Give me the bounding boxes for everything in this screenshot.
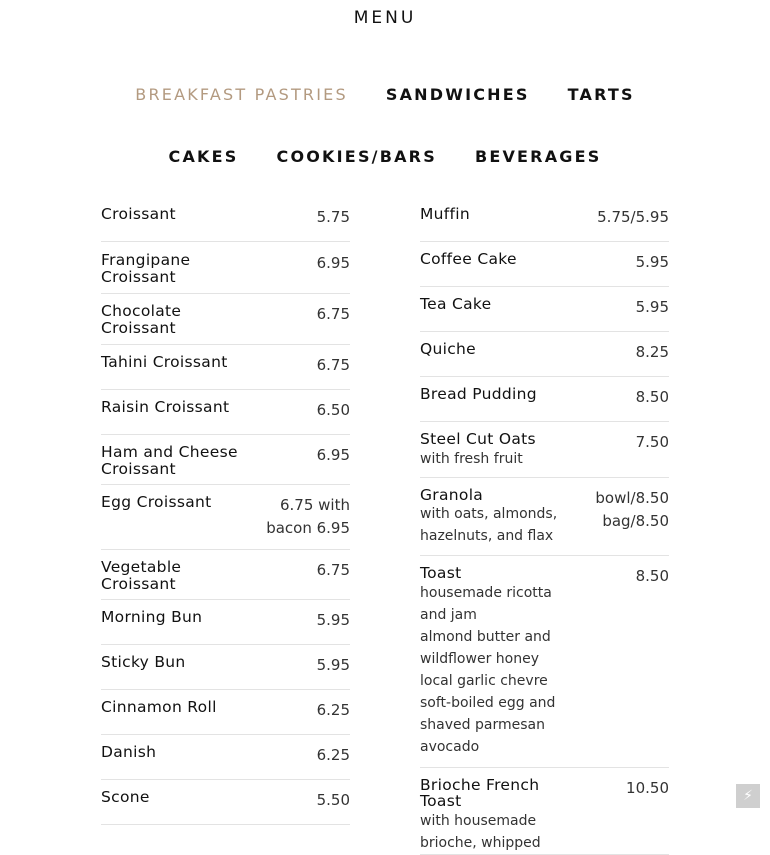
menu-item-text bbox=[420, 296, 580, 319]
menu-item-price: 5.75 bbox=[316, 208, 350, 226]
menu-item-price: 5.95 bbox=[316, 656, 350, 674]
menu-item bbox=[101, 645, 350, 690]
menu-item bbox=[101, 345, 350, 390]
menu-item bbox=[420, 242, 669, 287]
menu-item-text bbox=[101, 444, 261, 477]
menu-item-text bbox=[101, 654, 261, 677]
menu-item-price: 5.75/5.95 bbox=[597, 208, 669, 226]
menu-item-text bbox=[101, 303, 261, 336]
menu-item bbox=[101, 435, 350, 485]
menu-item-name: Egg Croissant bbox=[101, 493, 212, 511]
menu-item-price: 8.50 bbox=[635, 567, 669, 585]
menu-item bbox=[101, 198, 350, 242]
menu-item-price: 6.95 bbox=[316, 254, 350, 272]
menu-item-text bbox=[420, 341, 580, 364]
menu-item-name: Tahini Croissant bbox=[101, 353, 228, 371]
menu-item bbox=[420, 422, 669, 478]
menu-item-text bbox=[420, 487, 579, 548]
menu-item-name: Brioche French Toast bbox=[420, 775, 540, 810]
menu-item-text bbox=[101, 354, 261, 377]
menu-item-description: local garlic chevre bbox=[420, 672, 548, 689]
menu-item bbox=[420, 332, 669, 377]
tab-cookies-bars[interactable]: COOKIES/BARS bbox=[276, 147, 437, 166]
menu-item-name: Danish bbox=[101, 743, 157, 761]
menu-item bbox=[101, 780, 350, 825]
category-tabs-row-1 bbox=[0, 85, 770, 104]
menu-item-description: almond butter and wildflower honey bbox=[420, 628, 551, 667]
menu-item-price: 5.95 bbox=[316, 611, 350, 629]
menu-item-text bbox=[101, 494, 249, 540]
tab-sandwiches[interactable]: SANDWICHES bbox=[385, 85, 530, 104]
menu-item-description: soft-boiled egg and shaved parmesan bbox=[420, 694, 556, 733]
menu-item-text bbox=[101, 399, 261, 422]
menu-item-text bbox=[101, 206, 261, 229]
menu-item-text bbox=[420, 386, 580, 409]
menu-item-price: bowl/8.50 bag/8.50 bbox=[595, 488, 669, 530]
category-tabs-row-2 bbox=[0, 147, 770, 166]
menu-column-right bbox=[420, 198, 669, 855]
menu-item-name: Muffin bbox=[420, 205, 471, 223]
menu-item-price: 6.75 bbox=[316, 561, 350, 579]
menu-item-name: Toast bbox=[420, 564, 462, 582]
menu-item bbox=[420, 377, 669, 422]
menu-item-price: 6.95 bbox=[316, 446, 350, 464]
menu-item-name: Sticky Bun bbox=[101, 653, 186, 671]
menu-item-name: Bread Pudding bbox=[420, 385, 537, 403]
tab-beverages[interactable]: BEVERAGES bbox=[474, 147, 602, 166]
menu-item bbox=[420, 478, 669, 557]
menu-item bbox=[420, 768, 669, 855]
menu-item-price: 7.50 bbox=[635, 433, 669, 451]
menu-item-name: Coffee Cake bbox=[420, 250, 517, 268]
menu-item-name: Tea Cake bbox=[420, 295, 492, 313]
menu-item-price: 5.50 bbox=[316, 791, 350, 809]
menu-item-name: Scone bbox=[101, 788, 150, 806]
menu-item bbox=[101, 242, 350, 294]
menu-item bbox=[101, 485, 350, 550]
menu-item-name: Croissant bbox=[101, 205, 176, 223]
menu-item-price: 6.50 bbox=[316, 401, 350, 419]
menu-item-text bbox=[101, 252, 261, 285]
menu-item-description: housemade ricotta and jam bbox=[420, 584, 552, 623]
menu-item-description: with oats, almonds, hazelnuts, and flax bbox=[420, 506, 558, 544]
menu-item bbox=[101, 294, 350, 345]
menu-item-text bbox=[420, 565, 580, 758]
menu-item-name: Frangipane Croissant bbox=[101, 251, 191, 286]
menu-item-description: with housemade brioche, whipped bbox=[420, 812, 541, 851]
menu-item bbox=[101, 735, 350, 780]
menu-item-price: 10.50 bbox=[626, 778, 669, 797]
menu-column-left bbox=[101, 198, 350, 825]
menu-item-text bbox=[420, 777, 580, 854]
menu-item-text bbox=[101, 609, 261, 632]
menu-item-name: Raisin Croissant bbox=[101, 398, 230, 416]
page-title: MENU bbox=[353, 8, 417, 28]
menu-item-text bbox=[101, 744, 261, 767]
menu-item-text bbox=[101, 699, 261, 722]
menu-item-price: 6.25 bbox=[316, 746, 350, 764]
menu-item-text bbox=[420, 251, 580, 274]
menu-item-text bbox=[420, 206, 580, 229]
menu-item-price: 6.75 bbox=[316, 305, 350, 323]
menu-item-price: 6.25 bbox=[316, 701, 350, 719]
menu-item-name: Vegetable Croissant bbox=[101, 558, 182, 593]
menu-item-price: 5.95 bbox=[635, 298, 669, 316]
menu-item-price: 6.75 bbox=[316, 356, 350, 374]
tab-breakfast-pastries[interactable]: BREAKFAST PASTRIES bbox=[135, 85, 348, 104]
lightning-icon[interactable]: ⚡ bbox=[736, 784, 760, 808]
menu-item bbox=[420, 287, 669, 332]
tab-cakes[interactable]: CAKES bbox=[168, 147, 239, 166]
menu-item-text bbox=[101, 789, 261, 812]
menu-item-text bbox=[101, 559, 261, 592]
menu-item-description: with fresh fruit bbox=[420, 450, 523, 467]
menu-item bbox=[420, 198, 669, 242]
menu-item-price: 8.25 bbox=[635, 343, 669, 361]
menu-item bbox=[101, 690, 350, 735]
menu-item bbox=[101, 390, 350, 435]
menu-item-description: avocado bbox=[420, 738, 480, 755]
menu-item bbox=[420, 556, 669, 768]
menu-item-name: Ham and Cheese Croissant bbox=[101, 443, 238, 478]
menu-item-name: Morning Bun bbox=[101, 608, 203, 626]
menu-item-text bbox=[420, 431, 580, 470]
menu-item-name: Cinnamon Roll bbox=[101, 698, 217, 716]
menu-item-price: 6.75 with bacon 6.95 bbox=[266, 496, 350, 537]
menu-item-price: 5.95 bbox=[635, 253, 669, 271]
menu-item bbox=[101, 550, 350, 600]
menu-item-name: Quiche bbox=[420, 340, 477, 358]
menu-item-name: Steel Cut Oats bbox=[420, 430, 536, 448]
menu-item-price: 8.50 bbox=[635, 388, 669, 406]
menu-item bbox=[101, 600, 350, 645]
menu-item-name: Granola bbox=[420, 485, 484, 504]
tab-tarts[interactable]: TARTS bbox=[567, 85, 635, 104]
menu-item-name: Chocolate Croissant bbox=[101, 302, 182, 337]
